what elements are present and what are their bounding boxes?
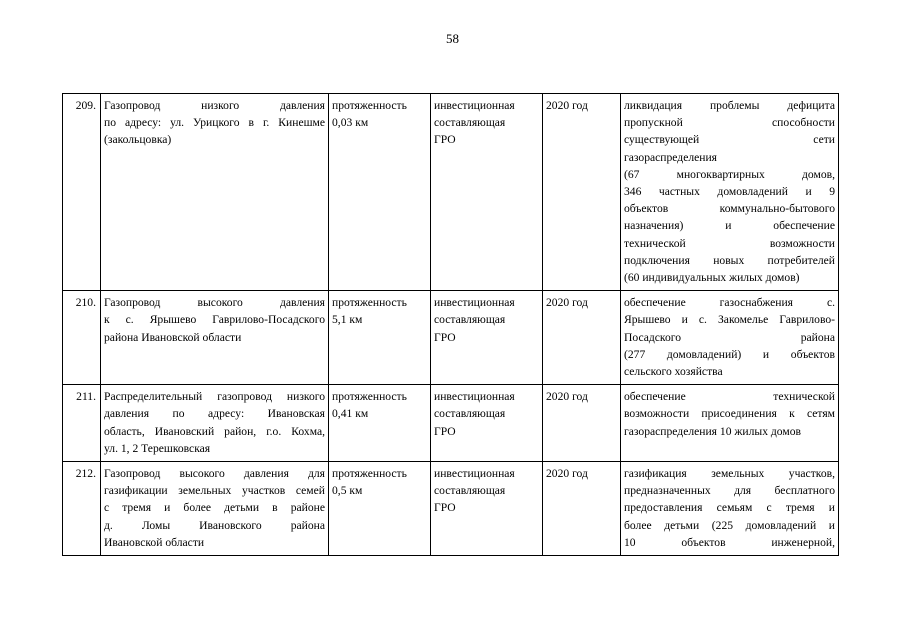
characteristic-line: протяженность — [332, 390, 407, 404]
funding-source-line: составляющая — [434, 116, 506, 130]
project-goal-line: газификация земельных участков, — [624, 467, 835, 481]
funding-source-line: инвестиционная — [434, 390, 515, 404]
project-name-line: Ивановской области — [104, 535, 205, 549]
funding-source — [431, 462, 543, 556]
table-body — [63, 94, 839, 556]
project-goal-line: предназначенных для бесплатного — [624, 484, 835, 498]
project-goal — [621, 385, 839, 462]
funding-source-line: ГРО — [434, 424, 456, 438]
project-name — [101, 291, 329, 385]
funding-source-line: ГРО — [434, 330, 456, 344]
project-characteristic — [329, 385, 431, 462]
project-goal-line: (60 индивидуальных жилых домов) — [624, 271, 800, 285]
project-name-line: района Ивановской области — [104, 330, 242, 344]
characteristic-line: протяженность — [332, 99, 407, 112]
project-characteristic — [329, 94, 431, 291]
table-row — [63, 94, 839, 291]
characteristic-line: протяженность — [332, 467, 407, 481]
project-goal-line: возможности присоединения к сетям — [624, 407, 835, 421]
row-number: 210. — [63, 291, 101, 385]
row-number: 212. — [63, 462, 101, 556]
project-name — [101, 462, 329, 556]
project-characteristic — [329, 462, 431, 556]
project-name-line: Газопровод высокого давления для — [104, 467, 325, 481]
funding-source-line: инвестиционная — [434, 99, 515, 112]
project-name-line: Газопровод высокого давления — [104, 296, 325, 310]
characteristic-line: 0,41 км — [332, 407, 369, 421]
gas-projects-table — [62, 93, 839, 556]
project-name-line: ул. 1, 2 Терешковская — [104, 441, 211, 455]
project-name-line: по адресу: ул. Урицкого в г. Кинешме — [104, 116, 325, 130]
funding-source-line: составляющая — [434, 313, 506, 327]
project-name — [101, 94, 329, 291]
project-goal-line: 346 частных домовладений и 9 — [624, 185, 835, 199]
characteristic-line: 0,5 км — [332, 484, 363, 498]
funding-source-line: составляющая — [434, 407, 506, 421]
project-goal-line: сельского хозяйства — [624, 365, 723, 379]
funding-source — [431, 94, 543, 291]
project-goal-line: объектов коммунально-бытового — [624, 202, 835, 216]
characteristic-line: 0,03 км — [332, 116, 369, 130]
project-goal-line: существующей сети — [624, 133, 835, 147]
project-goal-line: более детьми (225 домовладений и — [624, 518, 835, 532]
funding-source — [431, 385, 543, 462]
funding-source-line: составляющая — [434, 484, 506, 498]
project-name-line: Газопровод низкого давления — [104, 99, 325, 112]
project-name-line: к с. Ярышево Гаврилово-Посадского — [104, 313, 325, 327]
funding-source-line: инвестиционная — [434, 296, 515, 310]
project-name-line: область, Ивановский район, г.о. Кохма, — [104, 424, 325, 438]
funding-source-line: ГРО — [434, 133, 456, 147]
project-goal-line: (277 домовладений) и объектов — [624, 347, 835, 361]
project-goal — [621, 462, 839, 556]
characteristic-line: 5,1 км — [332, 313, 363, 327]
table-row — [63, 385, 839, 462]
project-name-line: давления по адресу: Ивановская — [104, 407, 325, 421]
project-characteristic — [329, 291, 431, 385]
project-name-line: (закольцовка) — [104, 133, 172, 147]
project-name-line: с тремя и более детьми в районе — [104, 501, 325, 515]
completion-year: 2020 год — [543, 94, 621, 291]
project-goal-line: 10 объектов инженерной, — [624, 535, 835, 549]
project-goal-line: технической возможности — [624, 236, 835, 250]
project-goal-line: газораспределения — [624, 150, 718, 164]
funding-source — [431, 291, 543, 385]
completion-year: 2020 год — [543, 385, 621, 462]
completion-year: 2020 год — [543, 462, 621, 556]
project-goal-line: Посадского района — [624, 330, 835, 344]
table-row — [63, 462, 839, 556]
project-goal-line: (67 многоквартирных домов, — [624, 167, 835, 181]
project-goal — [621, 291, 839, 385]
project-name — [101, 385, 329, 462]
project-goal-line: обеспечение технической — [624, 390, 835, 404]
project-name-line: д. Ломы Ивановского района — [104, 518, 325, 532]
characteristic-line: протяженность — [332, 296, 407, 310]
project-goal-line: предоставления семьям с тремя и — [624, 501, 835, 515]
project-goal-line: Ярышево и с. Закомелье Гаврилово- — [624, 313, 835, 327]
project-name-line: газификации земельных участков семей — [104, 484, 325, 498]
page-number: 58 — [446, 31, 459, 46]
project-goal-line: назначения) и обеспечение — [624, 219, 835, 233]
row-number: 211. — [63, 385, 101, 462]
row-number: 209. — [63, 94, 101, 291]
project-goal-line: подключения новых потребителей — [624, 253, 835, 267]
project-goal — [621, 94, 839, 291]
project-goal-line: газораспределения 10 жилых домов — [624, 424, 801, 438]
project-goal-line: обеспечение газоснабжения с. — [624, 296, 835, 310]
project-name-line: Распределительный газопровод низкого — [104, 390, 325, 404]
completion-year: 2020 год — [543, 291, 621, 385]
project-goal-line: пропускной способности — [624, 116, 835, 130]
table-row — [63, 291, 839, 385]
funding-source-line: инвестиционная — [434, 467, 515, 481]
funding-source-line: ГРО — [434, 501, 456, 515]
project-goal-line: ликвидация проблемы дефицита — [624, 99, 835, 112]
